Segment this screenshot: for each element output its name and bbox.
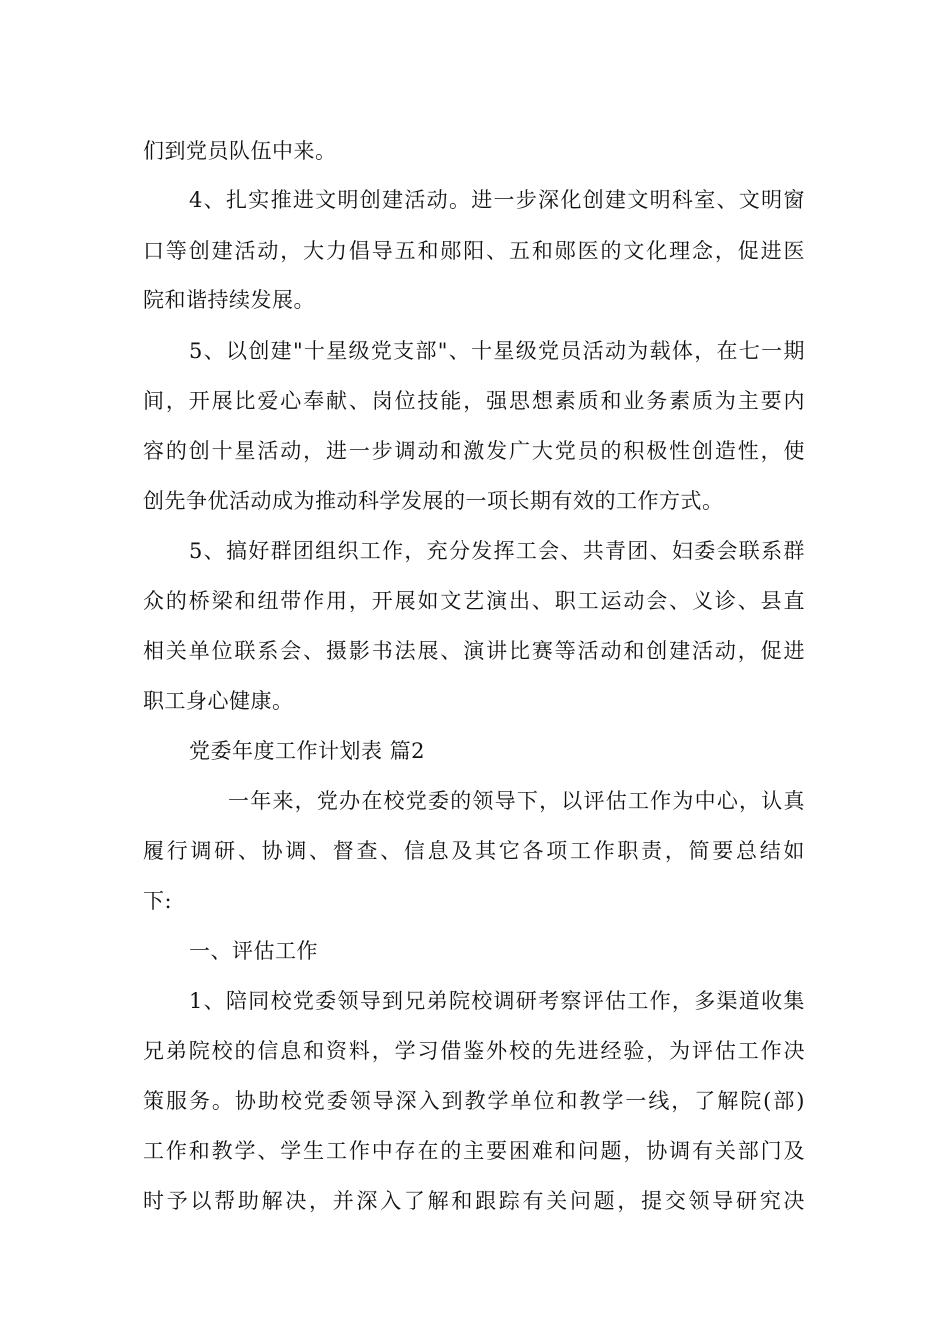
- text-line: 创先争优活动成为推动科学发展的一项长期有效的工作方式。: [143, 489, 724, 513]
- text-line: 策 服 务 。 协 助 校 党 委 领 导 深 入 到 教 学 单 位 和 教 学 一 线 ， 了 解 院 ( 部 ): [143, 1089, 805, 1113]
- text-line: 一 年 来 ， 党 办 在 校 党 委 的 领 导 下 ， 以 评 估 工 作 为 中 心 ， 认 真: [228, 789, 805, 813]
- text-line: 相 关 单 位 联 系 会 、 摄 影 书 法 展 、 演 讲 比 赛 等 活 动 和 创 建 活 动 ， 促 进: [143, 639, 805, 663]
- text-line: 们到党员队伍中来。: [143, 139, 337, 163]
- text-line: 工 作 和 教 学 、 学 生 工 作 中 存 在 的 主 要 困 难 和 问 题 ， 协 调 有 关 部 门 及: [143, 1139, 805, 1163]
- text-line: 口 等 创 建 活 动 ， 大 力 倡 导 五 和 郧 阳 、 五 和 郧 医 的 文 化 理 念 ， 促 进 医: [143, 239, 805, 263]
- text-line: 职工身心健康。: [143, 689, 294, 713]
- subheading: 一、评估工作: [189, 939, 318, 963]
- text-line: 兄 弟 院 校 的 信 息 和 资 料 ， 学 习 借 鉴 外 校 的 先 进 经 验 ， 为 评 估 工 作 决: [143, 1039, 805, 1063]
- text-line: 1 、 陪 同 校 党 委 领 导 到 兄 弟 院 校 调 研 考 察 评 估 工 作 ， 多 渠 道 收 集: [189, 989, 805, 1013]
- text-line: 4 、 扎 实 推 进 文 明 创 建 活 动 。 进 一 步 深 化 创 建 文 明 科 室 、 文 明 窗: [189, 188, 805, 212]
- section-heading: 党委年度工作计划表 篇2: [189, 739, 426, 763]
- text-line: 间 ， 开 展 比 爱 心 奉 献 、 岗 位 技 能 ， 强 思 想 素 质 和 业 务 素 质 为 主 要 内: [143, 389, 805, 413]
- text-line: 履 行 调 研 、 协 调 、 督 查 、 信 息 及 其 它 各 项 工 作 职 责 ， 简 要 总 结 如: [143, 839, 805, 863]
- text-line: 众 的 桥 梁 和 纽 带 作 用 ， 开 展 如 文 艺 演 出 、 职 工 运 动 会 、 义 诊 、 县 直: [143, 589, 805, 613]
- text-line: 时 予 以 帮 助 解 决 ， 并 深 入 了 解 和 跟 踪 有 关 问 题 ， 提 交 领 导 研 究 决: [143, 1189, 805, 1213]
- text-line: 5 、 以 创 建 " 十 星 级 党 支 部 " 、 十 星 级 党 员 活 动 为 载 体 ， 在 七 一 期: [189, 339, 805, 363]
- text-line: 5 、 搞 好 群 团 组 织 工 作 ， 充 分 发 挥 工 会 、 共 青 团 、 妇 委 会 联 系 群: [189, 539, 805, 563]
- text-line: 容 的 创 十 星 活 动 ， 进 一 步 调 动 和 激 发 广 大 党 员 的 积 极 性 创 造 性 ， 使: [143, 439, 805, 463]
- text-line: 下:: [143, 889, 173, 913]
- text-line: 院和谐持续发展。: [143, 288, 315, 312]
